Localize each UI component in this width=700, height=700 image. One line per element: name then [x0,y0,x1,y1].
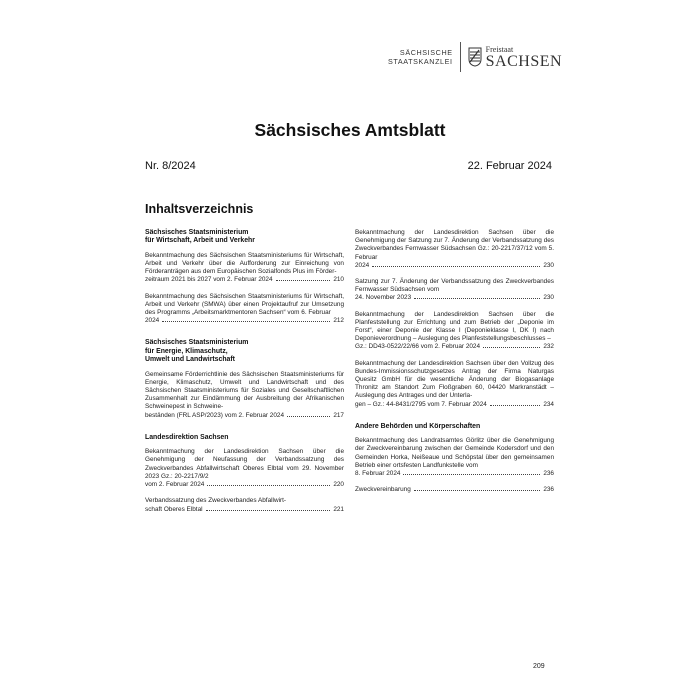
section-title-landesdirektion: Landesdirektion Sachsen [145,433,229,441]
toc-entry[interactable] [355,278,554,303]
dot-leader [276,280,331,281]
entry-page-number: 230 [543,294,554,302]
page-number: 209 [533,663,545,670]
logo-right-line2: SACHSEN [485,52,563,70]
toc-entry[interactable] [145,371,344,420]
entry-page-number: 212 [333,317,344,325]
section-title-line: für Wirtschaft, Arbeit und Verkehr [145,237,255,245]
entry-text-end: zeitraum 2021 bis 2027 vom 2. Februar 2024 [145,276,273,284]
dot-leader [414,490,541,491]
entry-text: Bekanntmachung des Sächsischen Staatsministeriums für Wirtschaft, Arbeit und Verkehr (SMWA) über einen Projektaufruf zur Umsetzung des Programms „Arbeitsmarktmentoren Sachsen“ vom 6. Februar [145,292,344,317]
entry-text: Bekanntmachung der Landesdirektion Sachsen über den Vollzug des Bundes-Immissionsschutzgesetzes Antrag der Firma Naturgas Quesitz GmbH für die wesentliche Änderung der Biogasanlage Thronitz am Standort Zum Floßgraben 60, 04420 Markranstädt – Auslegung des Antrages und der Unterla- [355,359,554,400]
dot-leader [207,485,330,486]
dot-leader [162,321,330,322]
entry-text-end: 2024 [145,317,160,325]
toc-entry[interactable] [355,311,554,352]
section-title-wirtschaft [145,229,344,246]
logo-divider [460,42,461,72]
toc-heading: Inhaltsverzeichnis [145,202,254,216]
toc-right-column [355,229,554,502]
toc-entry[interactable] [355,229,554,270]
entry-page-number: 230 [543,261,554,269]
logo-left-line2: STAATSKANZLEI [388,57,453,66]
section-title-andere-behoerden: Andere Behörden und Körperschaften [355,422,481,430]
section-title-line: Sächsisches Staatsministerium [145,229,249,236]
entry-page-number: 232 [543,343,554,351]
dot-leader [372,266,540,267]
section-title-line: Umwelt und Landwirtschaft [145,356,235,364]
entry-page-number: 236 [543,486,554,494]
logo [388,42,562,72]
section-title-line: für Energie, Klimaschutz, [145,347,228,355]
entry-text-end: Zweckvereinbarung [355,486,411,494]
entry-page-number: 236 [543,470,554,478]
dot-leader [206,510,331,511]
entry-page-number: 220 [333,481,344,489]
dot-leader [403,474,540,475]
toc-entry[interactable] [145,497,344,513]
entry-text-end: 8. Februar 2024 [355,470,401,478]
toc-entry[interactable] [145,448,344,489]
toc-entry[interactable] [355,437,554,478]
entry-text-end: vom 2. Februar 2024 [145,481,205,489]
toc-entry[interactable] [355,486,554,494]
toc-entry[interactable] [145,293,344,326]
issue-info [145,160,552,172]
dot-leader [490,405,541,406]
entry-page-number: 234 [543,400,554,408]
entry-text-end: 24. November 2023 [355,294,412,302]
issue-number: Nr. 8/2024 [145,160,196,172]
dot-leader [483,347,540,348]
logo-right-line1: Freistaat [485,44,514,54]
toc-entry[interactable] [145,252,344,285]
logo-freistaat-sachsen [486,45,562,70]
dot-leader [287,416,330,417]
entry-page-number: 210 [333,276,344,284]
entry-text-end: schaft Oberes Elbtal [145,505,203,513]
entry-text: Gemeinsame Förderrichtlinie des Sächsischen Staatsministeriums für Energie, Klimaschutz, Umwelt und Landwirtschaft und des Sächsischen Staatsministeriums für Soziales und Gesellschaftlichen Zusammenhalt zur Eindämmung der Ausbreitung der Afrikanischen Schweinepest in Schweine- [145,370,344,411]
entry-text-end: gen – Gz.: 44-8431/2795 vom 7. Februar 2024 [355,400,487,408]
entry-text: Satzung zur 7. Änderung der Verbandssatzung des Zweckverbandes Fernwasser Südsachsen vom [355,278,554,294]
entry-text: Bekanntmachung der Landesdirektion Sachsen über die Genehmigung der Satzung zur 7. Änderung der Verbandssatzung des Zweckverbandes Fernwasser Südsachsen Gz.: 20-2217/37/12 vom 5. Februar [355,229,554,261]
document-title: Sächsisches Amtsblatt [254,120,446,140]
entry-page-number: 217 [333,411,344,419]
entry-text: Bekanntmachung des Sächsischen Staatsministeriums für Wirtschaft, Arbeit und Verkehr über die Aufforderung zur Einreichung von Förderanträgen aus dem Europäischen Sozialfonds Plus im Förder- [145,251,344,276]
logo-left-line1: SÄCHSISCHE [399,48,453,57]
dot-leader [414,298,540,299]
logo-staatskanzlei [388,48,460,66]
entry-text-end: beständen (FRL ASP/2023) vom 2. Februar 2024 [145,411,285,419]
entry-text: Bekanntmachung der Landesdirektion Sachsen über die Genehmigung der Neufassung der Verbandssatzung des Zweckverbandes Abfallwirtschaft Oberes Elbtal vom 29. November 2023 Gz.: 20-2217/9/2 [145,448,344,480]
issue-date: 22. Februar 2024 [467,160,552,172]
entry-text-end: Gz.: DD43-0522/22/66 vom 2. Februar 2024 [355,343,481,351]
section-title-line: Sächsisches Staatsministerium [145,339,249,347]
entry-text: Bekanntmachung des Landratsamtes Görlitz über die Genehmigung der Zweckvereinbarung zwischen der Gemeinde Kodersdorf und den Gemeinden Horka, Neißeaue und Schöpstal über den gemeinsamen Betrieb einer ortsfesten Landfunkstelle vom [355,437,554,469]
toc-entry[interactable] [355,360,554,409]
entry-text-end: 2024 [355,261,370,269]
entry-text: Verbandssatzung des Zweckverbandes Abfallwirt- [145,497,287,505]
entry-text: Bekanntmachung der Landesdirektion Sachsen über die Planfeststellung zur Errichtung und zum Betrieb der „Deponie im Forst“, einer Deponie der Klasse I (Deponieklasse I, DK I) nach Deponieverordnung – Auslegung des Planfeststellungsbeschlusses – [355,310,554,343]
entry-page-number: 221 [333,505,344,513]
toc-left-column [145,229,344,522]
section-title-energie [145,339,344,364]
coat-of-arms-icon [468,47,482,67]
